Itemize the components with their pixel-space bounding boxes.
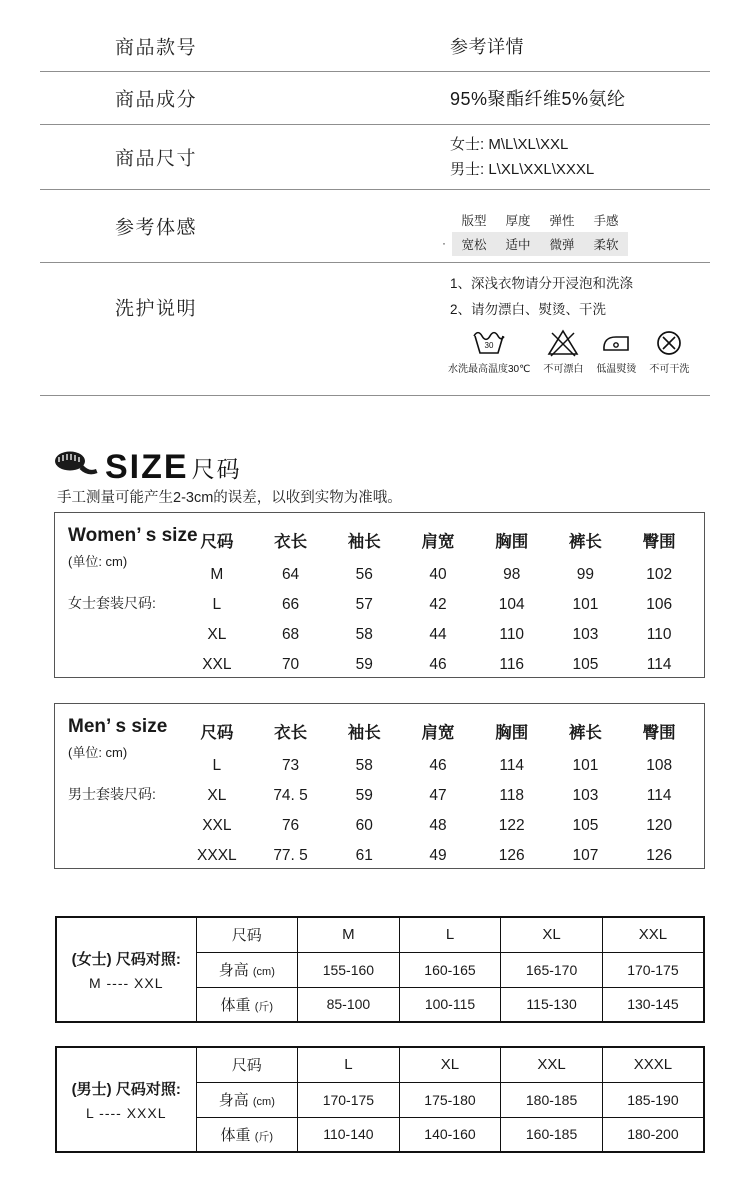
fit-feel-table — [442, 208, 628, 256]
size-cell: 126 — [646, 847, 673, 864]
size-cell: 48 — [429, 817, 447, 834]
attr-row-style-number — [40, 20, 710, 72]
care-icon-label: 水洗最高温度30℃ — [448, 364, 531, 375]
compare-row-header — [196, 1082, 298, 1117]
women-size-grid — [180, 521, 696, 680]
attr-value — [450, 132, 594, 182]
care-icon-label: 不可漂白 — [543, 364, 584, 375]
compare-value-cell: 140-160 — [399, 1117, 501, 1152]
size-cell: 64 — [281, 566, 300, 583]
compare-size-cell: XXL — [501, 1047, 603, 1082]
feel-header: 弹性 — [549, 214, 575, 228]
compare-value-cell: 130-145 — [602, 987, 704, 1022]
care-icons-row — [448, 327, 689, 375]
product-attributes-table — [40, 20, 710, 396]
women-size-unit: (单位: cm) — [68, 554, 128, 569]
size-cell: 107 — [572, 847, 599, 864]
size-col-header: 袖长 — [347, 533, 381, 551]
size-cell: 40 — [429, 566, 447, 583]
size-col-header: 尺码 — [200, 724, 234, 742]
size-cell: 59 — [355, 656, 373, 673]
size-cell: 126 — [498, 847, 525, 864]
size-cell: 49 — [429, 847, 447, 864]
men-sizes-line: 男士: L\XL\XXL\XXXL — [450, 161, 595, 178]
size-cell: 105 — [572, 817, 599, 834]
compare-label-title: (男士) 尺码对照: — [71, 1081, 181, 1098]
compare-label-range: L ---- XXXL — [86, 1105, 167, 1121]
size-cell: 61 — [355, 847, 373, 864]
compare-size-cell: XL — [501, 917, 603, 952]
compare-label-cell — [56, 1047, 196, 1152]
women-size-compare-table — [55, 916, 705, 1023]
size-cell: 73 — [281, 757, 300, 774]
compare-value-cell: 170-175 — [298, 1082, 400, 1117]
men-size-table — [54, 703, 705, 869]
size-cell: 99 — [576, 566, 595, 583]
attr-row-feel — [40, 190, 710, 263]
size-cell: 57 — [355, 596, 373, 613]
size-cell: 118 — [499, 787, 525, 804]
compare-size-cell: XXXL — [602, 1047, 704, 1082]
size-cell: 77. 5 — [273, 847, 308, 864]
size-col-header: 裤长 — [568, 533, 602, 551]
size-cell: XXXL — [197, 847, 237, 864]
compare-value-cell: 180-185 — [501, 1082, 603, 1117]
attr-label: 商品款号 — [115, 37, 198, 58]
svg-text:30: 30 — [484, 341, 494, 350]
size-cell: 47 — [429, 787, 447, 804]
care-item — [649, 327, 689, 375]
size-cell: 66 — [281, 596, 300, 613]
size-cell: 56 — [355, 566, 373, 583]
row-header-text: 身高 — [218, 962, 249, 979]
feel-value: 柔软 — [593, 238, 619, 252]
compare-size-cell: L — [399, 917, 501, 952]
size-cell: 68 — [281, 626, 300, 643]
measurement-tolerance-note: 手工测量可能产生2-3cm的误差，以收到实物为准哦。 — [57, 490, 402, 506]
size-cell: 46 — [429, 656, 447, 673]
size-cell: 44 — [429, 626, 447, 643]
size-col-header: 袖长 — [347, 724, 381, 742]
size-cell: 114 — [646, 787, 672, 804]
compare-value-cell: 115-130 — [501, 987, 603, 1022]
women-size-title: Women’ s size — [68, 525, 198, 546]
row-header-unit: (cm) — [252, 1096, 275, 1108]
men-size-grid — [180, 712, 696, 871]
men-size-unit: (单位: cm) — [68, 745, 128, 760]
size-cell: 104 — [498, 596, 525, 613]
size-cell: 114 — [499, 757, 525, 774]
size-cell: 110 — [646, 626, 672, 643]
men-size-title: Men’ s size — [68, 716, 168, 737]
attr-label: 商品尺寸 — [115, 148, 198, 170]
feel-value-row — [442, 232, 628, 256]
size-cell: XL — [207, 626, 227, 643]
row-header-text: 身高 — [218, 1092, 249, 1109]
size-col-header: 衣长 — [274, 724, 308, 742]
care-item — [596, 327, 636, 375]
size-cell: 102 — [646, 566, 673, 583]
wash-temp-30-icon — [471, 327, 507, 357]
compare-value-cell: 100-115 — [399, 987, 501, 1022]
size-col-header: 肩宽 — [421, 533, 455, 551]
size-col-header: 肩宽 — [421, 724, 455, 742]
size-col-header: 臀围 — [642, 724, 676, 742]
size-cell: 76 — [281, 817, 300, 834]
compare-row-header — [196, 987, 298, 1022]
size-cell: 114 — [646, 656, 672, 673]
size-title-en: SIZE — [105, 448, 189, 486]
men-size-compare-table — [55, 1046, 705, 1153]
low-temp-iron-icon — [599, 327, 633, 357]
feel-header: 版型 — [461, 214, 487, 228]
size-cell: XL — [207, 787, 227, 804]
size-cell: 70 — [281, 656, 300, 673]
care-item — [448, 327, 530, 375]
size-col-header: 尺码 — [200, 533, 234, 551]
attr-value: 参考详情 — [450, 36, 524, 57]
compare-row-header: 尺码 — [196, 1047, 298, 1082]
size-col-header: 衣长 — [274, 533, 308, 551]
compare-size-cell: XL — [399, 1047, 501, 1082]
attr-label: 商品成分 — [115, 89, 198, 111]
size-cell: 101 — [572, 757, 599, 774]
row-header-unit: (cm) — [252, 966, 275, 978]
compare-size-cell: XXL — [602, 917, 704, 952]
size-cell: 74. 5 — [273, 787, 308, 804]
feel-header-row — [452, 208, 628, 232]
size-col-header: 臀围 — [642, 533, 676, 551]
care-line: 2、请勿漂白、熨烫、干洗 — [450, 302, 607, 317]
size-cell: 120 — [646, 817, 673, 834]
compare-row-header — [196, 952, 298, 987]
compare-label-title: (女士) 尺码对照: — [71, 951, 181, 968]
size-cell: 108 — [646, 757, 673, 774]
compare-value-cell: 180-200 — [602, 1117, 704, 1152]
attr-row-composition — [40, 72, 710, 125]
feel-value: 适中 — [505, 238, 531, 252]
compare-value-cell: 110-140 — [298, 1117, 400, 1152]
care-item — [543, 327, 583, 375]
size-cell: 46 — [429, 757, 447, 774]
size-cell: 103 — [572, 626, 599, 643]
compare-value-cell: 165-170 — [501, 952, 603, 987]
size-cell: 60 — [355, 817, 373, 834]
compare-size-cell: M — [298, 917, 400, 952]
size-title-cn: 尺码 — [191, 456, 242, 482]
size-cell: 101 — [572, 596, 599, 613]
attr-row-care — [40, 263, 710, 396]
care-icon-label: 低温熨烫 — [596, 364, 637, 375]
size-cell: M — [210, 566, 224, 583]
compare-size-cell: L — [298, 1047, 400, 1082]
feel-value: 宽松 — [461, 238, 487, 252]
size-cell: 42 — [429, 596, 447, 613]
compare-value-cell: 155-160 — [298, 952, 400, 987]
compare-value-cell: 185-190 — [602, 1082, 704, 1117]
size-cell: 58 — [355, 626, 373, 643]
row-header-unit: (斤) — [254, 1000, 274, 1013]
compare-row-header — [196, 1117, 298, 1152]
size-cell: L — [212, 596, 222, 613]
no-bleach-icon — [547, 327, 579, 357]
feel-value: 微弹 — [549, 238, 575, 252]
care-instructions — [450, 271, 633, 323]
size-col-header: 裤长 — [568, 724, 602, 742]
size-section-header — [52, 448, 242, 487]
no-dry-clean-icon — [654, 327, 684, 357]
size-col-header: 胸围 — [495, 724, 529, 742]
compare-value-cell: 170-175 — [602, 952, 704, 987]
size-col-header: 胸围 — [495, 533, 529, 551]
size-cell: 58 — [355, 757, 373, 774]
size-cell: L — [212, 757, 222, 774]
size-cell: 59 — [355, 787, 373, 804]
compare-value-cell: 175-180 — [399, 1082, 501, 1117]
feel-header: 手感 — [593, 214, 619, 228]
size-cell: 122 — [498, 817, 525, 834]
attr-label: 参考体感 — [115, 217, 198, 239]
bullet-dot: · — [442, 236, 446, 250]
compare-value-cell: 160-185 — [501, 1117, 603, 1152]
attr-row-sizes — [40, 125, 710, 190]
compare-label-range: M ---- XXL — [88, 975, 164, 991]
size-cell: 103 — [572, 787, 599, 804]
size-cell: 98 — [503, 566, 521, 583]
compare-value-cell: 160-165 — [399, 952, 501, 987]
row-header-text: 体重 — [220, 996, 251, 1014]
men-size-sublabel: 男士套装尺码: — [68, 786, 156, 802]
care-icon-label: 不可干洗 — [649, 364, 690, 375]
attr-label: 洗护说明 — [115, 298, 198, 320]
attr-value: 95%聚酯纤维5%氨纶 — [450, 89, 626, 109]
size-cell: 116 — [499, 656, 525, 673]
women-size-table — [54, 512, 705, 678]
compare-value-cell: 85-100 — [298, 987, 400, 1022]
size-cell: XXL — [202, 817, 232, 834]
compare-row-header: 尺码 — [196, 917, 298, 952]
size-cell: XXL — [202, 656, 232, 673]
care-line: 1、深浅衣物请分开浸泡和洗涤 — [450, 276, 634, 291]
size-cell: 110 — [499, 626, 525, 643]
tape-measure-icon — [52, 448, 100, 487]
size-cell: 105 — [572, 656, 599, 673]
row-header-text: 体重 — [220, 1126, 251, 1144]
compare-label-cell — [56, 917, 196, 1022]
women-size-sublabel: 女士套装尺码: — [68, 595, 156, 611]
size-cell: 106 — [646, 596, 673, 613]
feel-header: 厚度 — [505, 214, 531, 228]
row-header-unit: (斤) — [254, 1130, 274, 1143]
women-sizes-line: 女士: M\L\XL\XXL — [450, 136, 569, 153]
